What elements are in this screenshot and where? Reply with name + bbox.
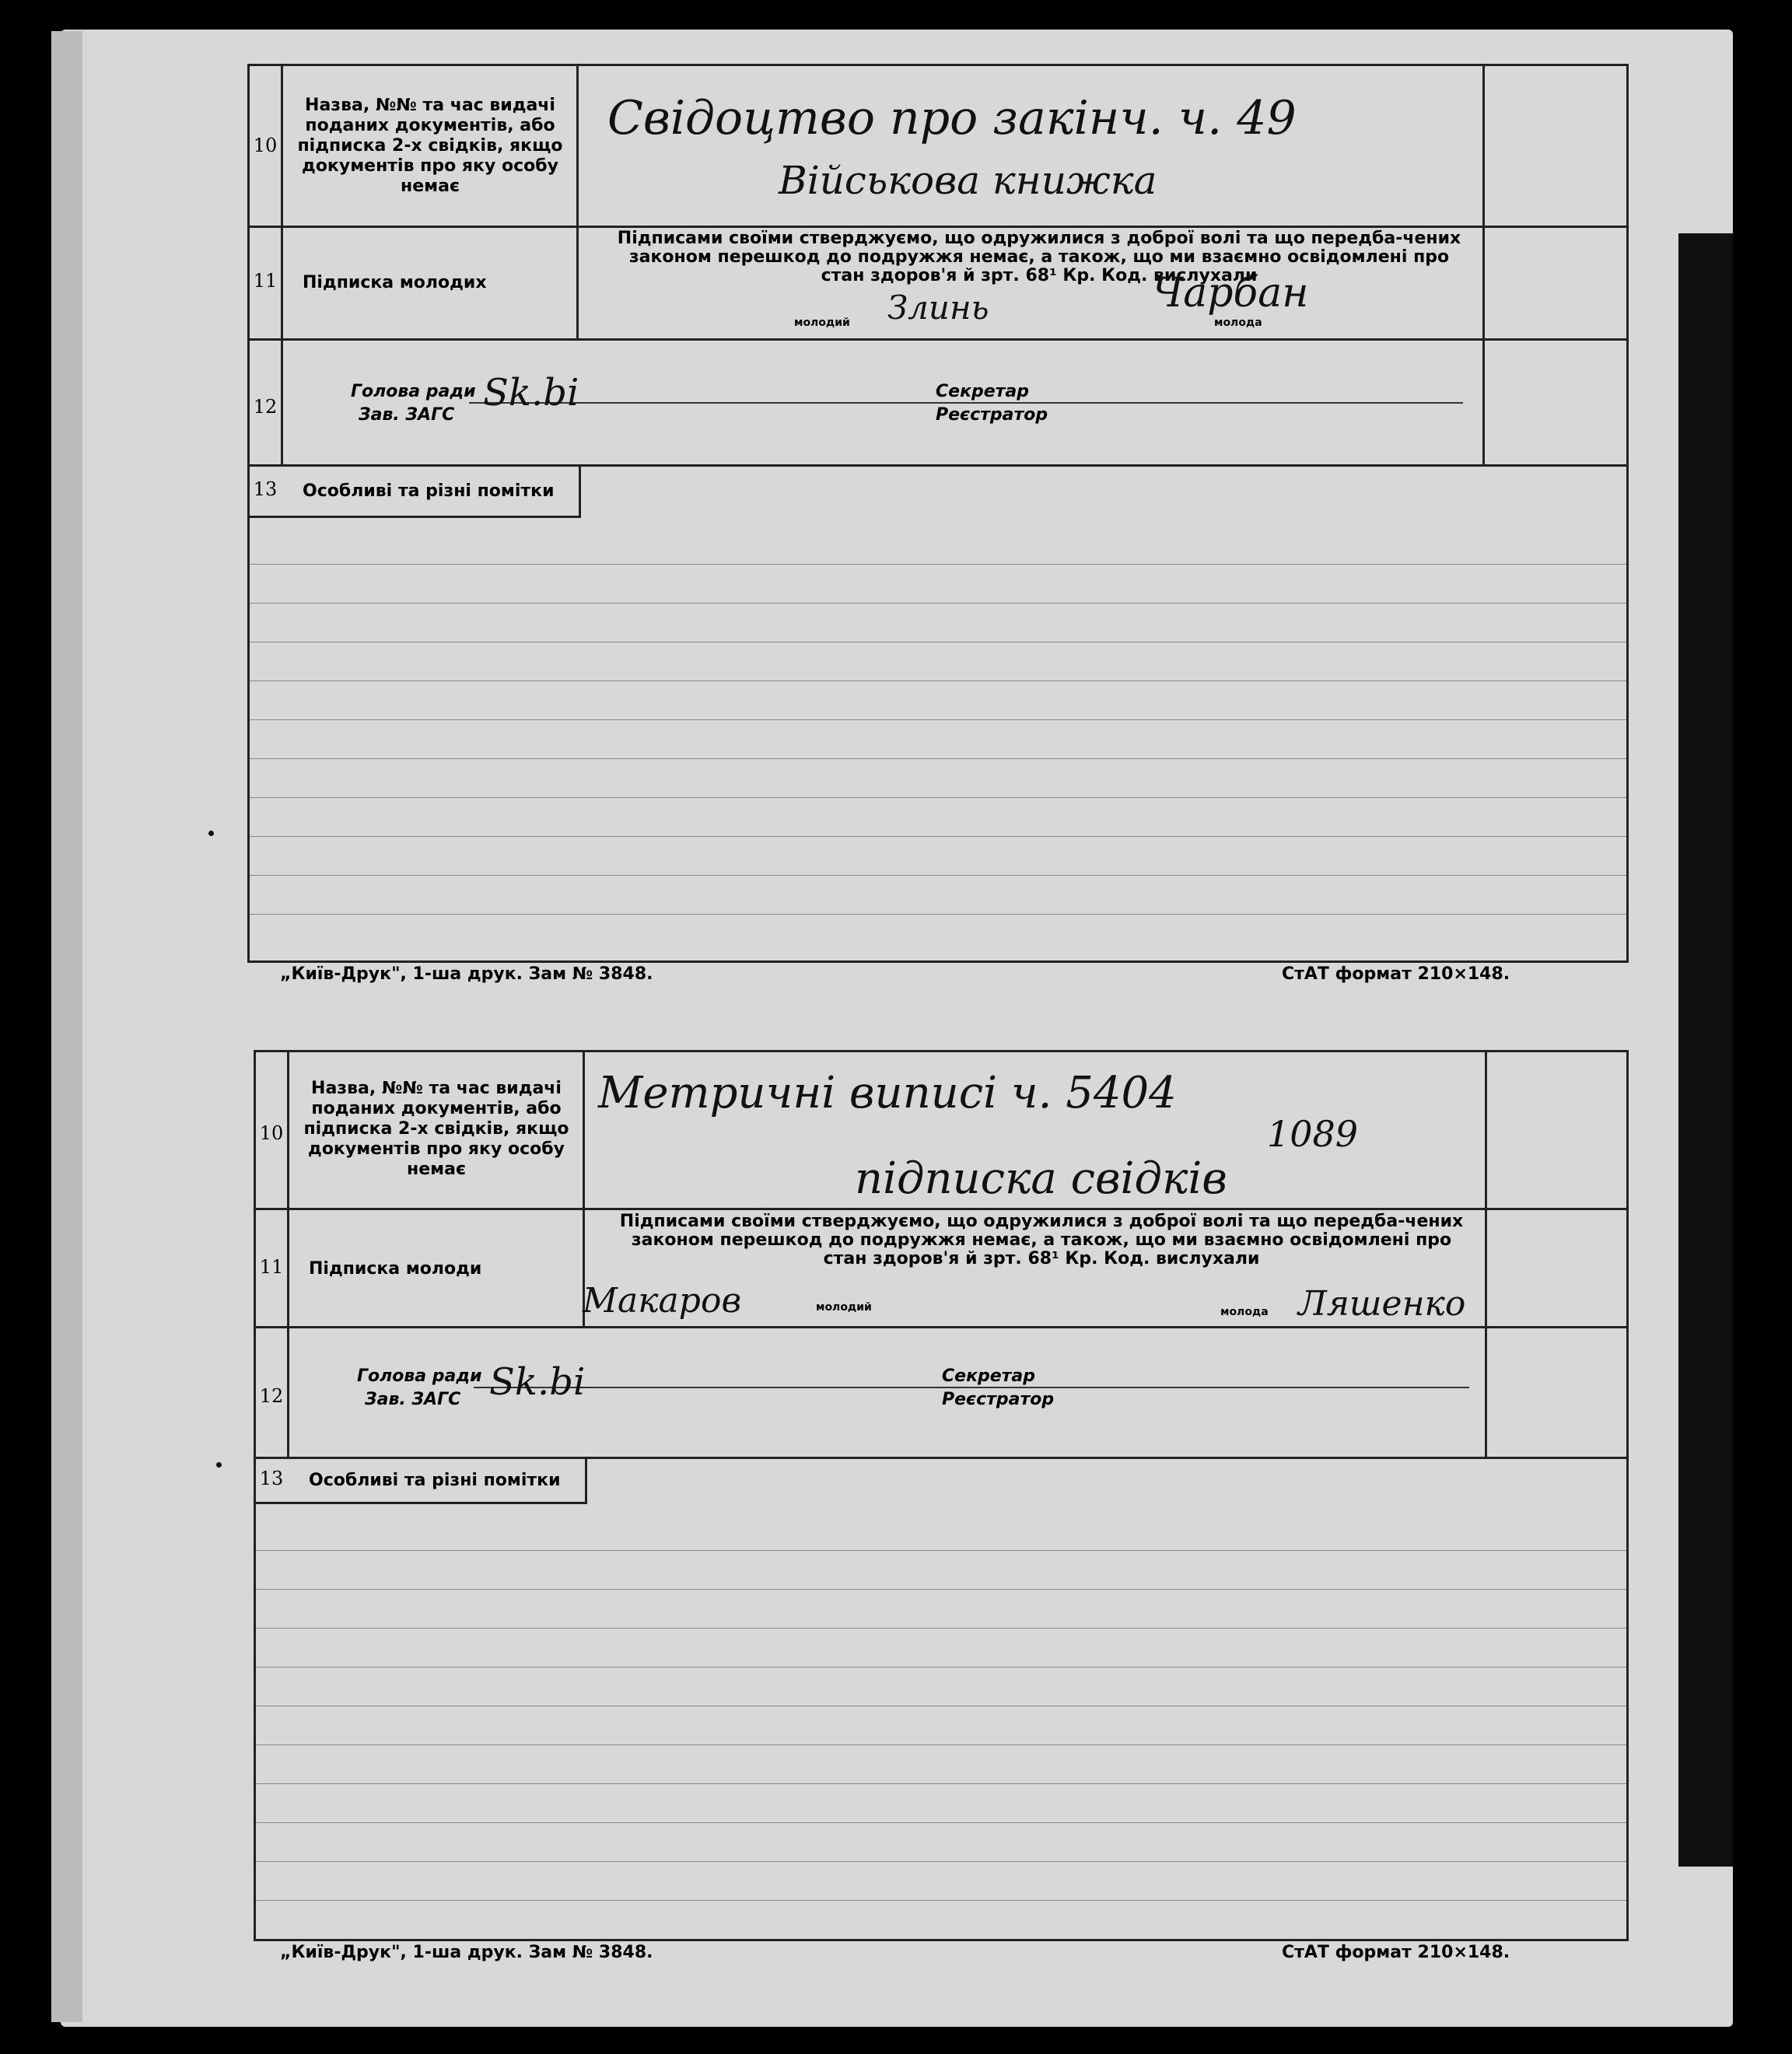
notes-label: Особливі та різні помітки bbox=[303, 481, 555, 501]
ink-dot bbox=[208, 831, 214, 836]
council-head-label: Голова ради bbox=[357, 1366, 482, 1386]
official-signature: Sk.bi bbox=[489, 1360, 586, 1404]
ink-dot bbox=[216, 1462, 222, 1468]
groom-caption: молодий bbox=[794, 317, 850, 329]
newlyweds-signature-label: Підписка молодих bbox=[303, 273, 487, 292]
documents-label: Назва, №№ та час видачі поданих документів, або підписка 2-х свідків, якщо документів про яку особу немає bbox=[303, 1079, 569, 1179]
registrar-label: Реєстратор bbox=[942, 1390, 1055, 1409]
zags-head-label: Зав. ЗАГС bbox=[365, 1390, 461, 1409]
handwritten-documents: Свідоцтво про закінч. ч. 49 bbox=[607, 91, 1297, 145]
newlyweds-signature-label: Підписка молоди bbox=[309, 1259, 482, 1279]
zags-head-label: Зав. ЗАГС bbox=[359, 405, 455, 425]
printer-imprint: „Київ-Друк", 1-ша друк. Зам № 3848. bbox=[280, 964, 653, 984]
row-number: 10 bbox=[259, 1122, 284, 1144]
registrar-label: Реєстратор bbox=[936, 405, 1048, 425]
groom-caption: молодий bbox=[816, 1301, 872, 1314]
row-number: 12 bbox=[259, 1385, 284, 1407]
handwritten-documents: Метричні виписі ч. 5404 bbox=[598, 1068, 1177, 1118]
form-format: СтАТ формат 210×148. bbox=[1282, 1943, 1510, 1962]
torn-edge bbox=[1678, 233, 1733, 1867]
declaration-text: Підписами своїми стверджуємо, що одружилися з доброї волі та що передба-чених законом перешкод до подружжя немає, а також, що ми взаємно освідомлені про стан здоров'я й зрт. 68¹ Кр. Код. вислухали bbox=[617, 229, 1461, 285]
signature-line bbox=[1034, 1387, 1469, 1388]
handwritten-documents-3: підписка свідків bbox=[855, 1153, 1227, 1204]
groom-signature: Злинь bbox=[887, 289, 989, 327]
secretary-label: Секретар bbox=[936, 382, 1030, 401]
bride-caption: молода bbox=[1214, 317, 1262, 329]
form-format: СтАТ формат 210×148. bbox=[1282, 964, 1510, 984]
handwritten-documents-2: Військова книжка bbox=[779, 158, 1157, 203]
row-number: 11 bbox=[253, 270, 278, 292]
record-1-form bbox=[247, 64, 1629, 963]
row-number: 10 bbox=[253, 135, 278, 156]
secretary-label: Секретар bbox=[942, 1366, 1036, 1386]
bride-signature: Чарбан bbox=[1152, 270, 1309, 317]
row-number: 13 bbox=[253, 478, 278, 500]
declaration-text: Підписами своїми стверджуємо, що одружилися з доброї волі та що передба-чених законом перешкод до подружжя немає, а також, що ми взаємно освідомлені про стан здоров'я й зрт. 68¹ Кр. Код. вислухали bbox=[619, 1212, 1464, 1268]
bride-caption: молода bbox=[1220, 1306, 1269, 1318]
official-signature: Sk.bi bbox=[483, 371, 579, 415]
council-head-label: Голова ради bbox=[351, 382, 476, 401]
signature-line bbox=[1027, 402, 1463, 404]
notes-label: Особливі та різні помітки bbox=[309, 1471, 561, 1490]
printer-imprint: „Київ-Друк", 1-ша друк. Зам № 3848. bbox=[280, 1943, 653, 1962]
row-number: 11 bbox=[259, 1256, 284, 1278]
groom-signature: Макаров bbox=[583, 1281, 742, 1321]
row-number: 12 bbox=[253, 396, 278, 418]
bride-signature: Ляшенко bbox=[1298, 1284, 1466, 1324]
documents-label: Назва, №№ та час видачі поданих документів, або підписка 2-х свідків, якщо документів про яку особу немає bbox=[297, 96, 563, 196]
paper-edge bbox=[51, 31, 82, 2022]
record-2-form bbox=[254, 1050, 1629, 1941]
handwritten-documents-2: 1089 bbox=[1267, 1113, 1359, 1155]
row-number: 13 bbox=[259, 1468, 284, 1489]
